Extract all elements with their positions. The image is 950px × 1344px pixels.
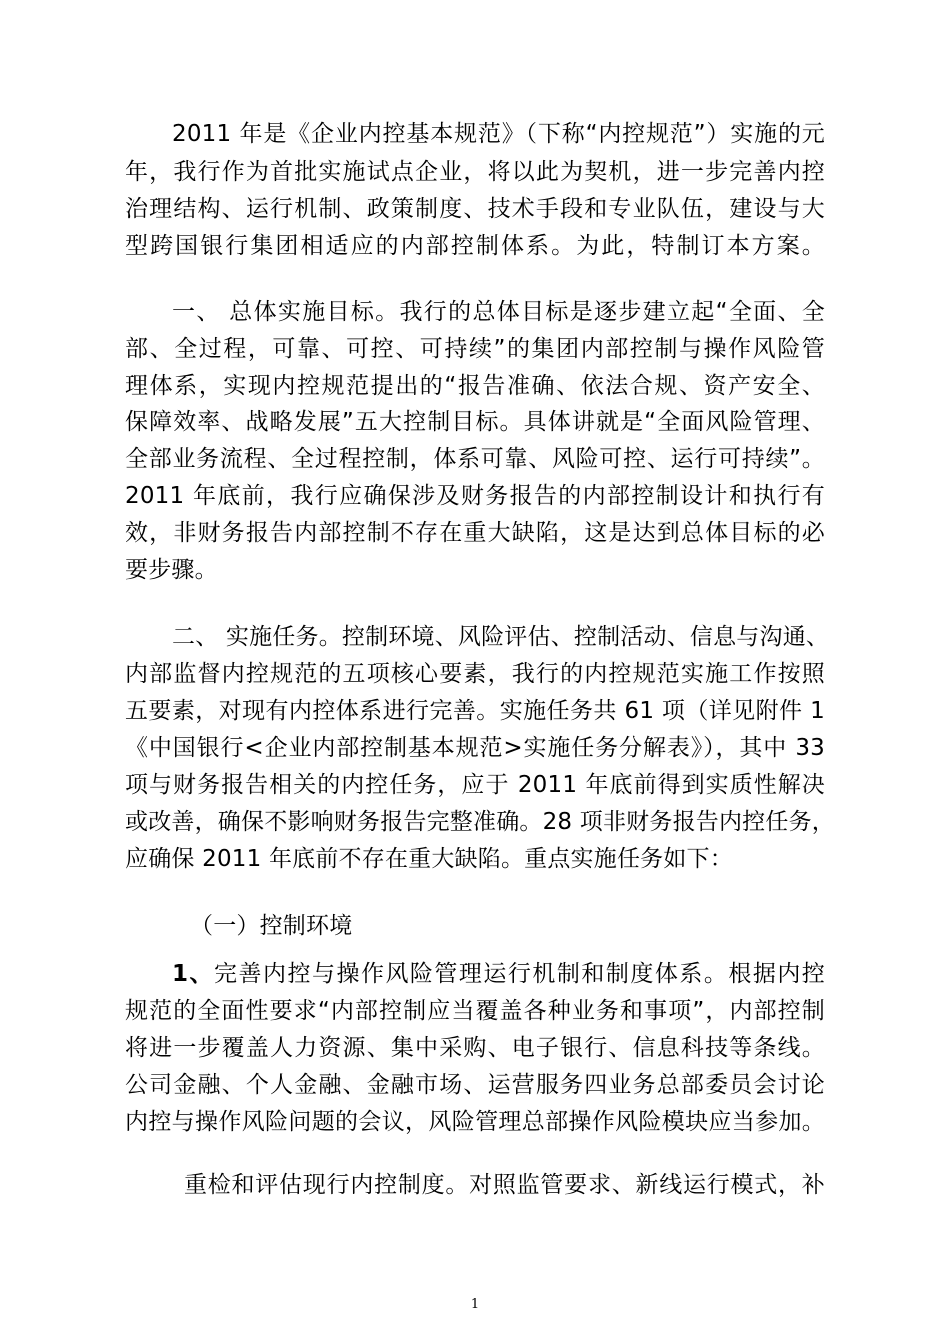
text-line: 效，非财务报告内部控制不存在重大缺陷，这是达到总体目标的必 xyxy=(125,520,825,546)
text-line: 规范的全面性要求“内部控制应当覆盖各种业务和事项”，内部控制 xyxy=(125,998,825,1024)
text-line: 2011 年是《企业内控基本规范》（下称“内控规范”）实施的元 xyxy=(172,121,825,147)
text-line: 内控与操作风险问题的会议，风险管理总部操作风险模块应当参加。 xyxy=(125,1109,825,1135)
section-heading: （一）控制环境 xyxy=(190,913,353,939)
text-line: 年，我行作为首批实施试点企业，将以此为契机，进一步完善内控 xyxy=(125,159,825,185)
text-line: 将进一步覆盖人力资源、集中采购、电子银行、信息科技等条线。 xyxy=(125,1035,825,1061)
text-line: 公司金融、个人金融、金融市场、运营服务四业务总部委员会讨论 xyxy=(125,1072,825,1098)
item-number: 1、 xyxy=(172,961,214,987)
text-line: 全部业务流程、全过程控制，体系可靠、风险可控、运行可持续”。 xyxy=(125,446,825,472)
text-line: 五要素，对现有内控体系进行完善。实施任务共 61 项（详见附件 1 xyxy=(125,698,825,724)
text-line: 保障效率、战略发展”五大控制目标。具体讲就是“全面风险管理、 xyxy=(125,409,825,435)
text-line: 内部监督内控规范的五项核心要素，我行的内控规范实施工作按照 xyxy=(125,661,825,687)
text-line: 一、 总体实施目标。我行的总体目标是逐步建立起“全面、全 xyxy=(172,299,825,325)
text-line: 或改善，确保不影响财务报告完整准确。28 项非财务报告内控任务， xyxy=(125,809,835,835)
page-number: 1 xyxy=(470,1297,480,1312)
text-line: 要步骤。 xyxy=(125,557,218,583)
text-line: 治理结构、运行机制、政策制度、技术手段和专业队伍，建设与大 xyxy=(125,196,825,222)
text-line: 重检和评估现行内控制度。对照监管要求、新线运行模式，补 xyxy=(184,1172,825,1198)
text-line: 《中国银行<企业内部控制基本规范>实施任务分解表》），其中 33 xyxy=(125,735,825,761)
item-text: 完善内控与操作风险管理运行机制和制度体系。根据内控 xyxy=(214,961,826,987)
text-line: 部、全过程，可靠、可控、可持续”的集团内部控制与操作风险管 xyxy=(125,336,825,362)
text-line: 二、 实施任务。控制环境、风险评估、控制活动、信息与沟通、 xyxy=(172,624,830,650)
text-line xyxy=(172,956,825,993)
text-line: 应确保 2011 年底前不存在重大缺陷。重点实施任务如下： xyxy=(125,846,733,872)
text-line: 2011 年底前，我行应确保涉及财务报告的内部控制设计和执行有 xyxy=(125,483,825,509)
text-line: 型跨国银行集团相适应的内部控制体系。为此，特制订本方案。 xyxy=(125,233,825,259)
text-line: 理体系，实现内控规范提出的“报告准确、依法合规、资产安全、 xyxy=(125,373,825,399)
text-line: 项与财务报告相关的内控任务，应于 2011 年底前得到实质性解决 xyxy=(125,772,825,798)
